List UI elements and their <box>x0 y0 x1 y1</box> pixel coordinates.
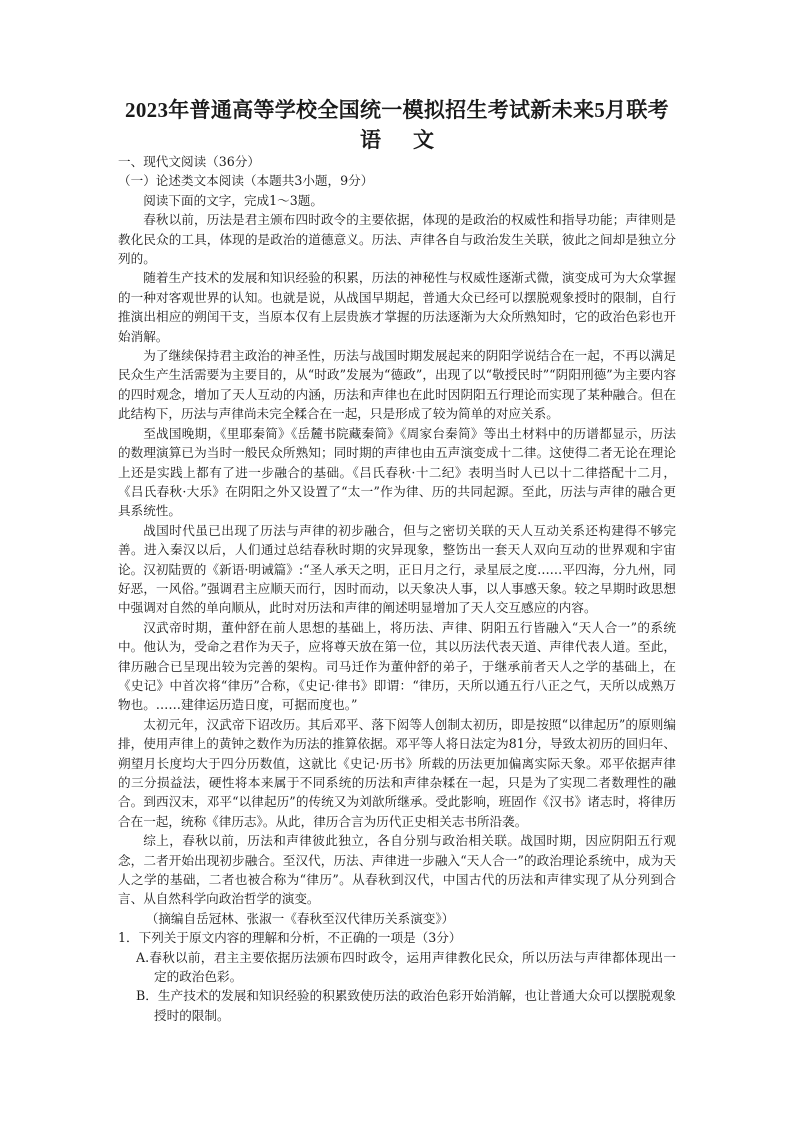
passage-paragraph-5: 战国时代虽已出现了历法与声律的初步融合，但与之密切关联的天人互动关系还构建得不够完善。进入秦汉以后，人们通过总结春秋时期的灾异现象，整饬出一套天人双向互动的世界观和宇宙论。汉初陆贾的《新语·明诫篇》:“圣人承天之明，正日月之行，录星辰之度……平四海，分九州，同好恶，一风俗。”强调君主应顺天而行，因时而动，以天象决人事，以人事感天象。较之早期时政思想中强调对自然的单向顺从，此时对历法和声律的阐述明显增加了天人交互感应的内容。 <box>118 522 676 616</box>
section-subheading: （一）论述类文本阅读（本题共3小题，9分） <box>118 173 374 189</box>
passage-paragraph-7: 太初元年，汉武帝下诏改历。其后邓平、落下闳等人创制太初历，即是按照“以律起历”的原则编排，使用声律上的黄钟之数作为历法的推算依据。邓平等人将日法定为81分，导致太初历的回归年、朔望月长度均大于四分历数值，这就比《史记·历书》所载的历法更加偏离实际天象。邓平依据声律的三分损益法，硬性将本来属于不同系统的历法和声律杂糅在一起，只是为了实现二者数理性的融合。到西汉末，邓平“以律起历”的传统又为刘歆所继承。受此影响，班固作《汉书》诸志时，将律历合在一起，统称《律历志》。从此，律历合言为历代正史相关志书所沿袭。 <box>118 716 676 829</box>
reading-instruction: 阅读下面的文字，完成1～3题。 <box>143 192 323 208</box>
passage-source: （摘编自岳冠林、张淑一《春秋至汉代律历关系演变》） <box>145 910 455 926</box>
passage-paragraph-1: 春秋以前，历法是君主颁布四时政令的主要依据，体现的是政治的权威性和指导功能；声律则是教化民众的工具，体现的是政治的道德意义。历法、声律各自与政治发生关联，彼此之间却是独立分列的。 <box>118 212 676 267</box>
question-1-option-a: A.春秋以前，君主主要依据历法颁布四时政令，运用声律教化民众，所以历法与声律都体现出一定的政治色彩。 <box>136 949 676 985</box>
passage-paragraph-3: 为了继续保持君主政治的神圣性，历法与战国时期发展起来的阴阳学说结合在一起，不再以满足民众生产生活需要为主要目的，从“时政”发展为“德政”，出现了以“敬授民时”“阴阳刑德”为主要内容的四时观念，增加了天人互动的内涵，历法和声律也在此时因阴阳五行理论而实现了某种融合。但在此结构下，历法与声律尚未完全糅合在一起，只是形成了较为简单的对应关系。 <box>118 348 676 422</box>
question-1-option-b: B．生产技术的发展和知识经验的积累致使历法的政治色彩开始消解，也让普通大众可以摆脱观象授时的限制。 <box>136 988 676 1023</box>
passage-paragraph-8: 综上，春秋以前，历法和声律彼此独立，各自分别与政治相关联。战国时期，因应阴阳五行观念，二者开始出现初步融合。至汉代，历法、声律进一步融入“天人合一”的政治理论系统中，成为天人之学的基础，二者也被合称为“律历”。从春秋到汉代，中国古代的历法和声律实现了从分列到合言、从自然科学向政治哲学的演变。 <box>118 833 676 907</box>
passage-paragraph-4: 至战国晚期，《里耶秦简》《岳麓书院藏秦简》《周家台秦简》等出土材料中的历谱都显示，历法的数理演算已为当时一般民众所熟知；同时期的声律也由五声演变成十二律。这使得二者无论在理论上还是实践上都有了进一步融合的基础。《吕氏春秋·十二纪》表明当时人已以十二律搭配十二月，《吕氏春秋·大乐》在阴阳之外又设置了“太一”作为律、历的共同起源。至此，历法与声律的融合更具系统性。 <box>118 425 676 519</box>
exam-title: 2023年普通高等学校全国统一模拟招生考试新未来5月联考 <box>125 98 669 122</box>
passage-paragraph-2: 随着生产技术的发展和知识经验的积累，历法的神秘性与权威性逐渐式微，演变成可为大众掌握的一种对客观世界的认知。也就是说，从战国早期起，普通大众已经可以摆脱观象授时的限制，自行推演出相应的朔闰干支，当原本仅有上层贵族才掌握的历法逐渐为大众所熟知时，它的政治色彩也开始消解。 <box>118 270 676 344</box>
subject-title: 语文 <box>360 128 466 152</box>
exam-content <box>118 152 676 1025</box>
section-heading: 一、现代文阅读（36分） <box>118 154 260 169</box>
passage-paragraph-6: 汉武帝时期，董仲舒在前人思想的基础上，将历法、声律、阴阳五行皆融入“天人合一”的系统中。他认为，受命之君作为天子，应将尊天放在第一位，其以历法代表天道、声律代表人道。至此，律历融合已呈现出较为完善的架构。司马迁作为董仲舒的弟子，于继承前者天人之学的基础上，在《史记》中首次将“律历”合称，《史记·律书》即谓：“律历，天所以通五行八正之气，天所以成熟万物也。……建律运历造日度，可据而度也。” <box>118 619 676 713</box>
question-1-stem: 1．下列关于原文内容的理解和分析，不正确的一项是（3分） <box>118 930 462 946</box>
